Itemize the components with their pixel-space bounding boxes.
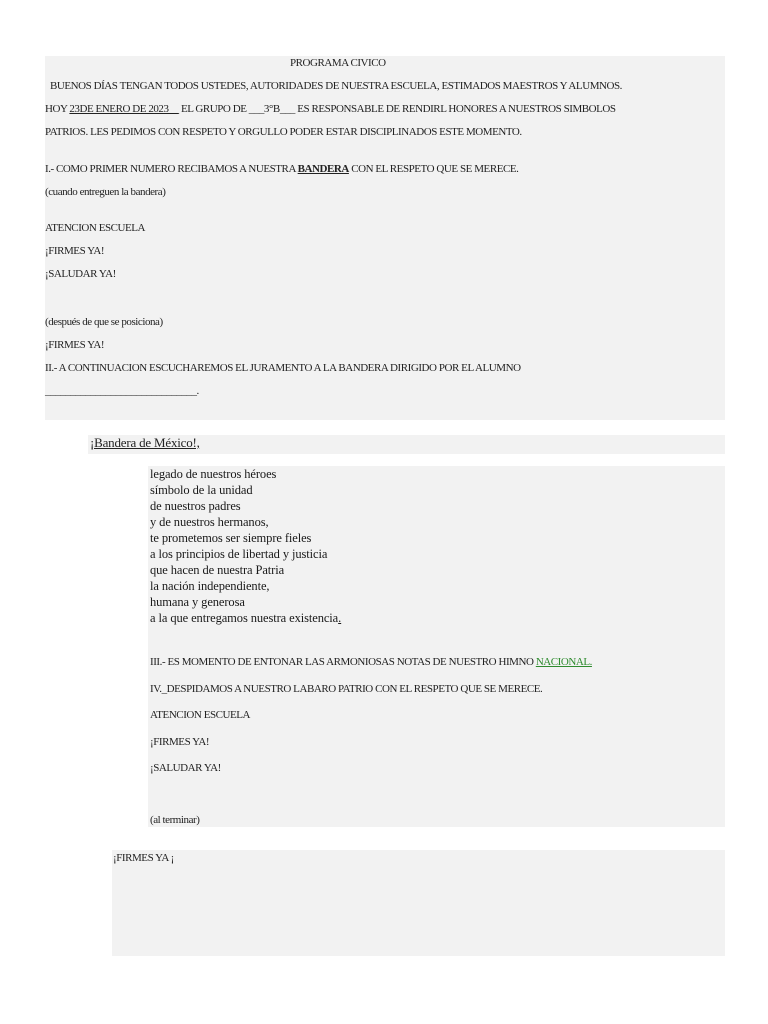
poem-line: humana y generosa [150, 595, 245, 609]
page-title: PROGRAMA CIVICO [290, 57, 386, 69]
section-1-line [45, 162, 518, 176]
poem-last-period: . [338, 611, 342, 625]
fecha-value: 23DE ENERO DE 2023__ [69, 103, 179, 115]
alumno-blank: ______________________________. [45, 385, 199, 397]
greeting-line: BUENOS DÍAS TENGAN TODOS USTEDES, AUTORIDADES DE NUESTRA ESCUELA, ESTIMADOS MAESTROS Y ALUMNOS. [50, 80, 622, 92]
section-3-pre: III.- ES MOMENTO DE ENTONAR LAS ARMONIOSAS NOTAS DE NUESTRO HIMNO [150, 656, 536, 668]
bandera-word: BANDERA [297, 163, 349, 175]
poem-line: a los principios de libertad y justicia [150, 547, 328, 561]
firmes-ya-1: ¡FIRMES YA! [45, 245, 105, 257]
section-4-line: IV._DESPIDAMOS A NUESTRO LABARO PATRIO CON EL RESPETO QUE SE MERECE. [150, 683, 543, 695]
responsable-text: ES RESPONSABLE DE RENDIRL HONORES A NUESTROS SIMBOLOS [297, 103, 616, 115]
poem-line: que hacen de nuestra Patria [150, 563, 285, 577]
saludar-ya-1: ¡SALUDAR YA! [45, 268, 116, 280]
note-al-terminar: (al terminar) [150, 814, 200, 826]
poem-line: te prometemos ser siempre fieles [150, 531, 312, 545]
poem-line: la nación independiente, [150, 579, 270, 593]
juramento-title: ¡Bandera de México!, [90, 435, 200, 450]
firmes-ya-final: ¡FIRMES YA ¡ [113, 852, 174, 864]
patrios-line: PATRIOS. LES PEDIMOS CON RESPETO Y ORGULLO PODER ESTAR DISCIPLINADOS ESTE MOMENTO. [45, 126, 522, 138]
section-2-line: II.- A CONTINUACION ESCUCHAREMOS EL JURAMENTO A LA BANDERA DIRIGIDO POR EL ALUMNO [45, 362, 521, 374]
section-3-line [150, 655, 592, 669]
atencion-escuela-2: ATENCION ESCUELA [150, 709, 251, 721]
poem-line: legado de nuestros héroes [150, 467, 277, 481]
section-1-post: CON EL RESPETO QUE SE MERECE. [348, 163, 519, 175]
note-posiciona: (después de que se posiciona) [45, 316, 163, 328]
note-entreguen: (cuando entreguen la bandera) [45, 186, 166, 198]
juramento-poem [150, 466, 341, 626]
shade-block-final [112, 850, 725, 956]
saludar-ya-2: ¡SALUDAR YA! [150, 762, 221, 774]
poem-line: de nuestros padres [150, 499, 241, 513]
section-1-pre: I.- COMO PRIMER NUMERO RECIBAMOS A NUESTRA [45, 163, 298, 175]
hoy-line [45, 102, 616, 116]
poem-last-line [150, 610, 341, 626]
himno-nacional-link[interactable]: NACIONAL. [535, 656, 592, 668]
grupo-value: ___3°B___ [248, 103, 295, 115]
firmes-ya-3: ¡FIRMES YA! [150, 736, 210, 748]
atencion-escuela-1: ATENCION ESCUELA [45, 222, 146, 234]
poem-last-text: a la que entregamos nuestra existencia [150, 611, 339, 625]
firmes-ya-2: ¡FIRMES YA! [45, 339, 105, 351]
poem-line: y de nuestros hermanos, [150, 515, 269, 529]
hoy-label: HOY [45, 103, 70, 115]
grupo-label: EL GRUPO DE [180, 103, 249, 115]
poem-line: símbolo de la unidad [150, 483, 253, 497]
